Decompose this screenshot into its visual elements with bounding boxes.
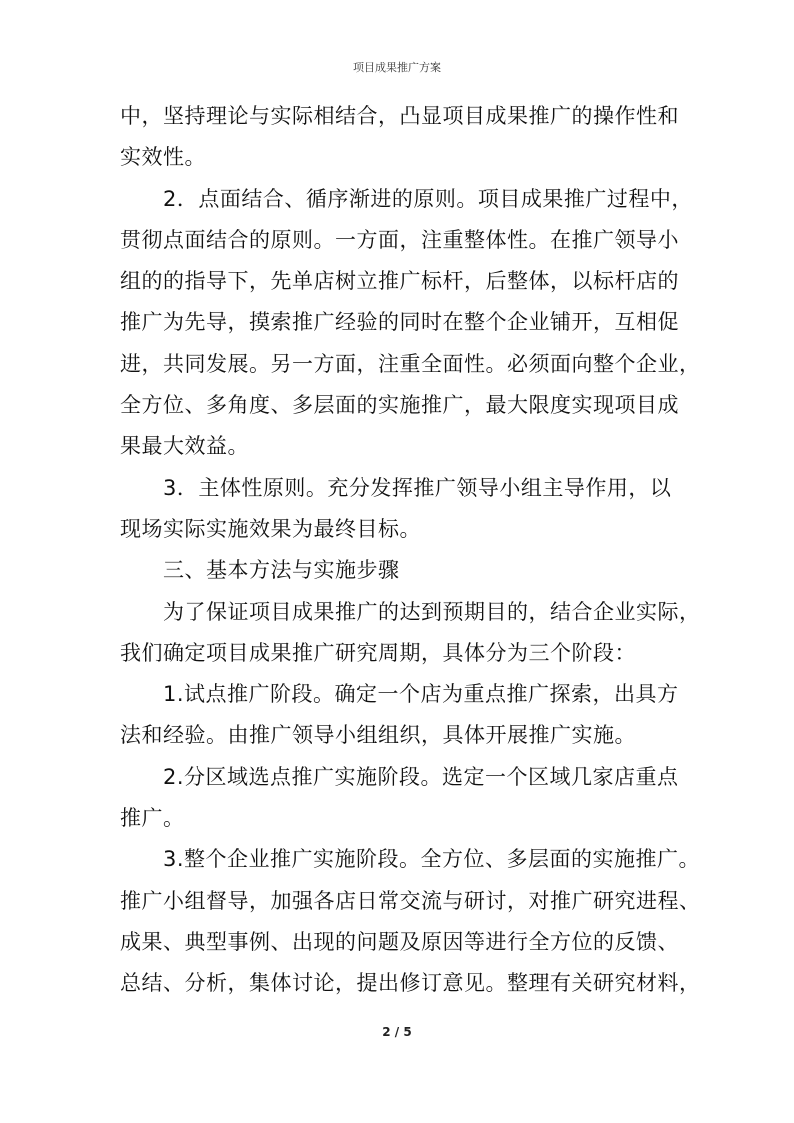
document-body	[120, 96, 701, 1005]
body-line: 2．点面结合、循序渐进的原则。项目成果推广过程中，	[163, 186, 693, 211]
body-line: 现场实际实施效果为最终目标。	[120, 516, 421, 541]
body-line: 实效性。	[120, 145, 206, 170]
body-line: 全方位、多角度、多层面的实施推广，最大限度实现项目成	[120, 393, 679, 418]
body-line: 为了保证项目成果推广的达到预期目的，结合企业实际，	[163, 599, 701, 624]
page-number: 2 / 5	[382, 1025, 412, 1039]
body-line: 我们确定项目成果推广研究周期，具体分为三个阶段：	[120, 640, 636, 665]
body-line: 果最大效益。	[120, 434, 249, 459]
body-line: 1.试点推广阶段。确定一个店为重点推广探索，出具方	[163, 682, 679, 707]
body-line: 法和经验。由推广领导小组组织，具体开展推广实施。	[120, 723, 636, 748]
body-line: 推广小组督导，加强各店日常交流与研讨，对推广研究进程、	[120, 888, 701, 913]
body-line: 贯彻点面结合的原则。一方面，注重整体性。在推广领导小	[120, 227, 679, 252]
body-line: 组的的指导下，先单店树立推广标杆，后整体，以标杆店的	[120, 269, 679, 294]
body-line: 3.整个企业推广实施阶段。全方位、多层面的实施推广。	[163, 847, 701, 872]
body-line: 中，坚持理论与实际相结合，凸显项目成果推广的操作性和	[120, 104, 679, 128]
body-line: 2.分区域选点推广实施阶段。选定一个区域几家店重点	[163, 764, 679, 789]
page-header-title: 项目成果推广方案	[353, 61, 441, 74]
body-line: 成果、典型事例、出现的问题及原因等进行全方位的反馈、	[120, 929, 679, 954]
body-line: 推广为先导，摸索推广经验的同时在整个企业铺开，互相促	[120, 310, 679, 335]
body-line: 3．主体性原则。充分发挥推广领导小组主导作用，以	[163, 475, 672, 500]
body-line: 总结、分析，集体讨论，提出修订意见。整理有关研究材料，	[120, 971, 701, 996]
section-heading: 三、基本方法与实施步骤	[163, 558, 400, 583]
body-line: 推广。	[120, 806, 185, 831]
body-line: 进，共同发展。另一方面，注重全面性。必须面向整个企业，	[120, 351, 701, 376]
